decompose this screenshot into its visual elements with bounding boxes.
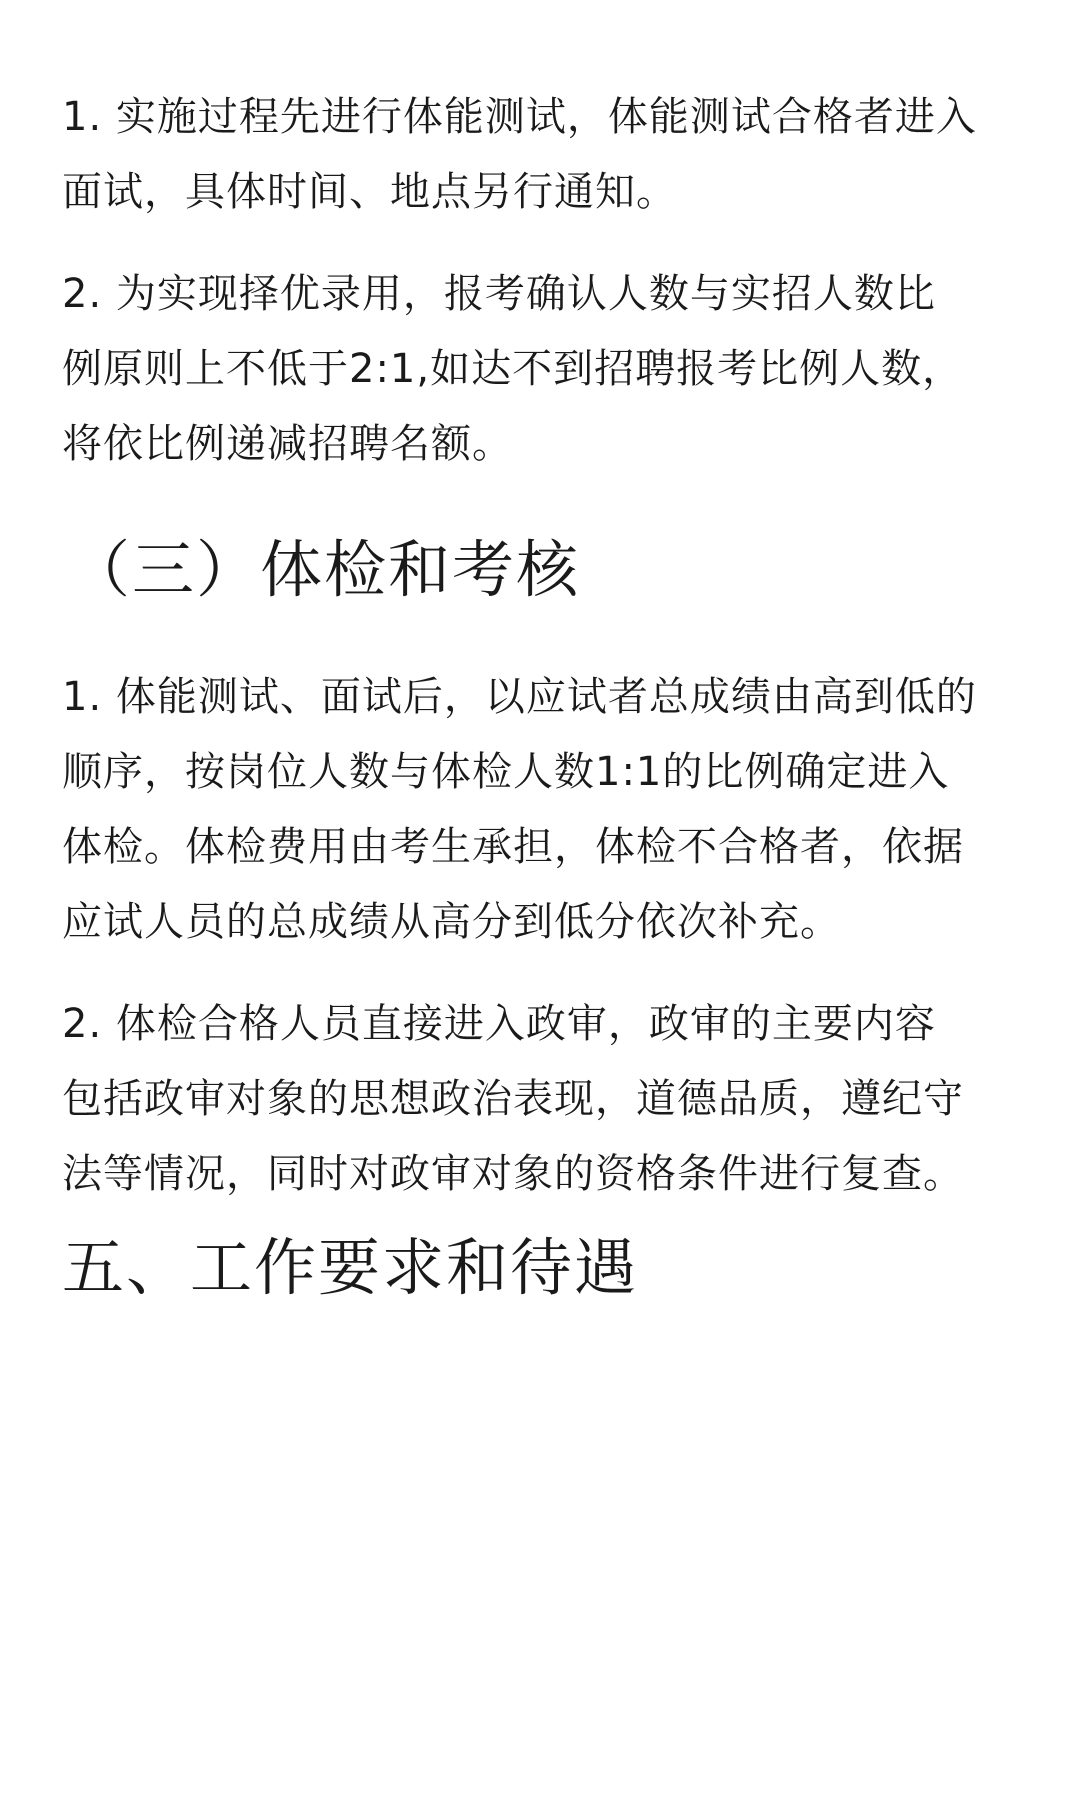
paragraph-political-review xyxy=(62,987,1022,1212)
paragraph-line: 面试，具体时间、地点另行通知。 xyxy=(62,169,677,215)
paragraph-line: 例原则上不低于2:1,如达不到招聘报考比例人数， xyxy=(62,346,964,392)
paragraph-line: 2. 为实现择优录用，报考确认人数与实招人数比 xyxy=(62,271,936,317)
paragraph-line: 将依比例递减招聘名额。 xyxy=(62,421,513,467)
paragraph-line: 1. 实施过程先进行体能测试，体能测试合格者进入 xyxy=(62,94,977,140)
section-heading-medical-exam: （三）体检和考核 xyxy=(68,533,581,606)
paragraph-line: 法等情况，同时对政审对象的资格条件进行复查。 xyxy=(62,1151,964,1197)
section-heading-work-requirements: 五、工作要求和待遇 xyxy=(62,1231,639,1304)
paragraph-selection-ratio xyxy=(62,257,1022,482)
paragraph-line: 顺序，按岗位人数与体检人数1:1的比例确定进入 xyxy=(62,749,950,795)
paragraph-physical-test-interview xyxy=(62,80,1022,230)
paragraph-line: 体检。体检费用由考生承担，体检不合格者，依据 xyxy=(62,824,964,870)
paragraph-line: 1. 体能测试、面试后，以应试者总成绩由高到低的 xyxy=(62,674,977,720)
paragraph-line: 2. 体检合格人员直接进入政审，政审的主要内容 xyxy=(62,1001,936,1047)
paragraph-line: 包括政审对象的思想政治表现，道德品质，遵纪守 xyxy=(62,1076,964,1122)
paragraph-medical-exam-order xyxy=(62,660,1022,960)
paragraph-line: 应试人员的总成绩从高分到低分依次补充。 xyxy=(62,899,841,945)
